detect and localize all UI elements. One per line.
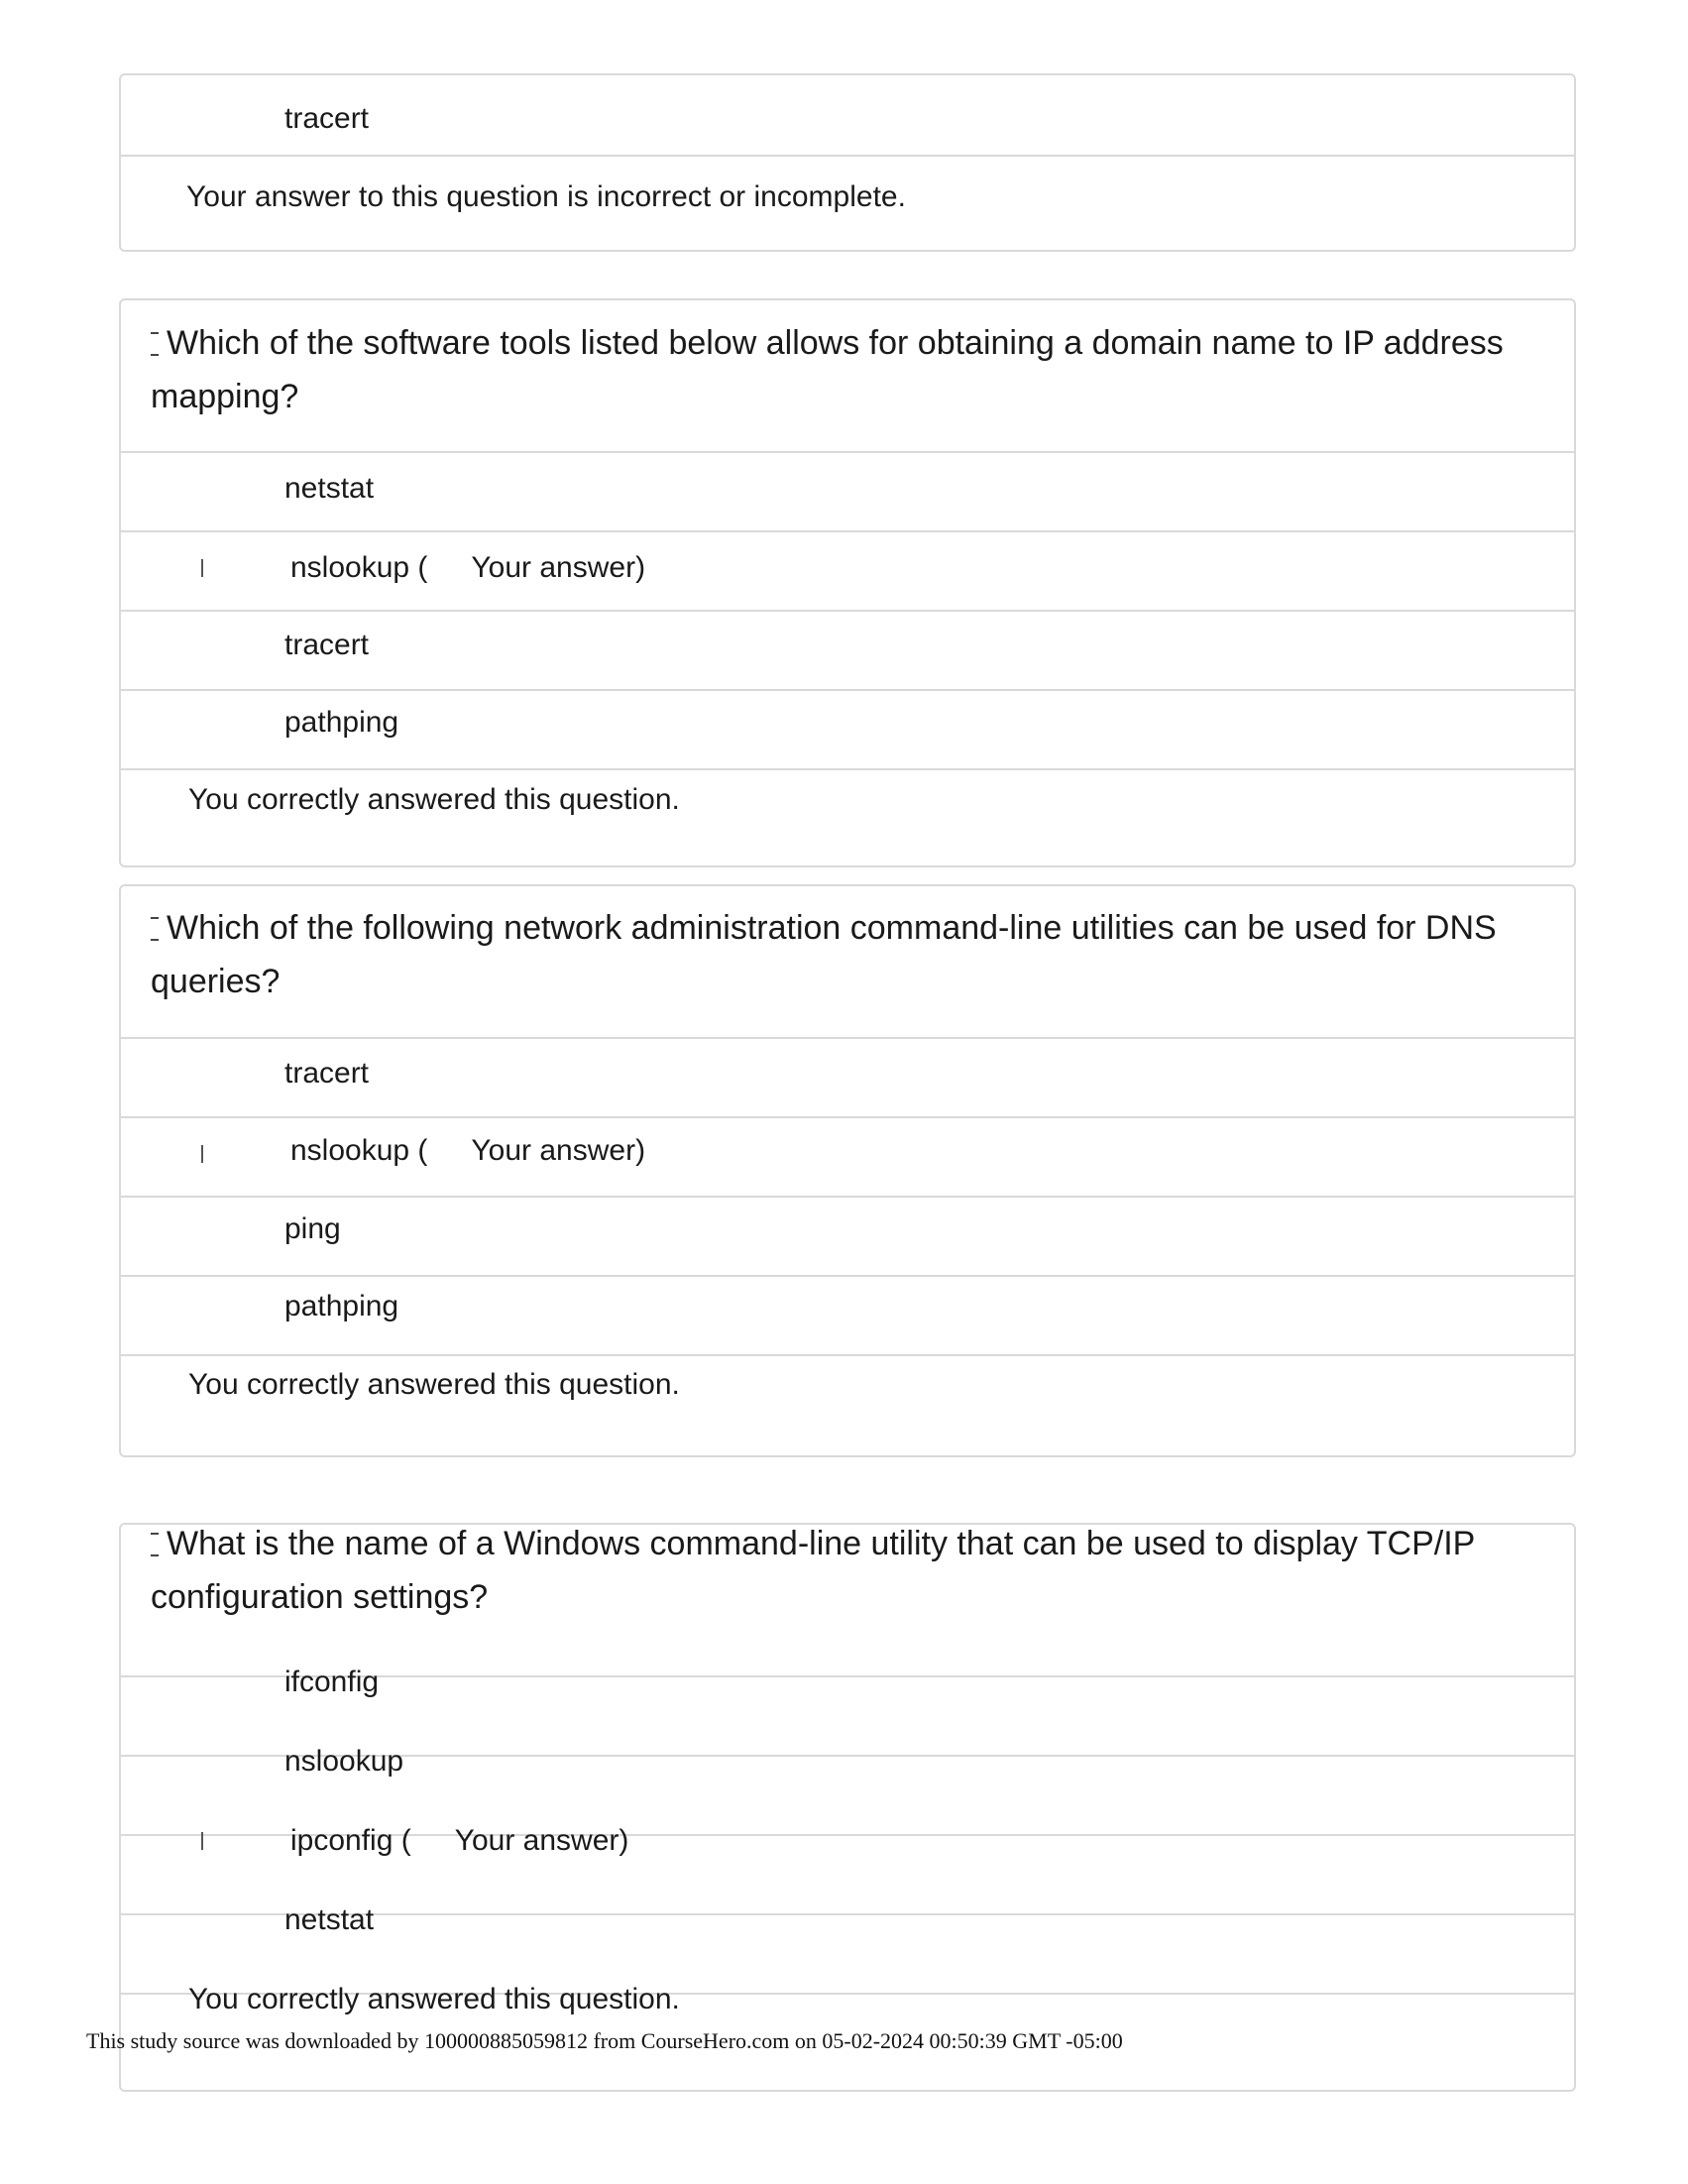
answer-option[interactable] — [121, 1275, 1574, 1354]
answer-option[interactable] — [121, 610, 1574, 689]
question-marker-icon — [151, 332, 159, 356]
option-label: nslookup — [284, 1745, 404, 1778]
option-text: ipconfig ( — [290, 1824, 411, 1857]
feedback-text: You correctly answered this question. — [188, 1983, 680, 2015]
option-label: tracert — [284, 102, 370, 135]
option-label — [290, 1134, 645, 1168]
your-answer-label: Your answer) — [471, 551, 646, 584]
answer-option[interactable] — [121, 1037, 1574, 1116]
option-label: netstat — [284, 1903, 375, 1936]
question-text-wrap — [151, 901, 1515, 1008]
question-text-wrap — [151, 1517, 1515, 1624]
feedback-row — [121, 155, 1574, 252]
option-label: tracert — [284, 629, 370, 661]
answer-option[interactable] — [121, 1666, 1574, 1755]
question-card-2 — [119, 884, 1576, 1457]
question-text-wrap — [151, 316, 1515, 423]
option-label — [290, 551, 645, 585]
question-text: What is the name of a Windows command-line utility that can be used to display TCP/IP configuration settings? — [151, 1525, 1475, 1616]
question-header — [121, 1525, 1574, 1675]
option-label — [290, 1824, 628, 1858]
feedback-text: Your answer to this question is incorrect or incomplete. — [186, 180, 906, 213]
answer-option[interactable] — [121, 1903, 1574, 1993]
question-card-3 — [119, 1523, 1576, 2092]
option-label: pathping — [284, 706, 399, 739]
answer-option[interactable] — [121, 451, 1574, 530]
question-text: Which of the software tools listed below allows for obtaining a domain name to IP address mapping? — [151, 324, 1504, 415]
option-label: netstat — [284, 472, 375, 505]
answer-option[interactable] — [121, 689, 1574, 768]
feedback-row — [121, 768, 1574, 865]
option-label: pathping — [284, 1290, 399, 1322]
answer-option-selected[interactable] — [121, 1824, 1574, 1913]
question-marker-icon — [151, 1533, 159, 1556]
question-text: Which of the following network administration command-line utilities can be used for DNS queries? — [151, 909, 1497, 1000]
feedback-row — [121, 1354, 1574, 1455]
question-header — [121, 300, 1574, 451]
question-header — [121, 886, 1574, 1037]
feedback-text: You correctly answered this question. — [188, 783, 680, 816]
question-card-1 — [119, 298, 1576, 867]
option-text: nslookup ( — [290, 1134, 428, 1167]
feedback-text: You correctly answered this question. — [188, 1368, 680, 1401]
download-footer: This study source was downloaded by 100000885059812 from CourseHero.com on 05-02-2024 00:50:39 GMT -05:00 — [86, 2028, 1123, 2053]
your-answer-label: Your answer) — [471, 1134, 646, 1167]
answer-option-selected[interactable] — [121, 1116, 1574, 1196]
option-label: tracert — [284, 1057, 370, 1090]
answer-option[interactable] — [121, 1196, 1574, 1275]
answer-option[interactable] — [121, 75, 1574, 155]
question-marker-icon — [151, 917, 159, 941]
question-card-0 — [119, 73, 1576, 252]
answer-option-selected[interactable] — [121, 530, 1574, 610]
your-answer-label: Your answer) — [454, 1824, 629, 1857]
selected-marker-icon — [201, 1832, 203, 1850]
option-text: nslookup ( — [290, 551, 428, 584]
selected-marker-icon — [201, 559, 203, 577]
selected-marker-icon — [201, 1145, 203, 1163]
option-label: ping — [284, 1212, 341, 1245]
answer-option[interactable] — [121, 1745, 1574, 1834]
option-label: ifconfig — [284, 1666, 380, 1698]
